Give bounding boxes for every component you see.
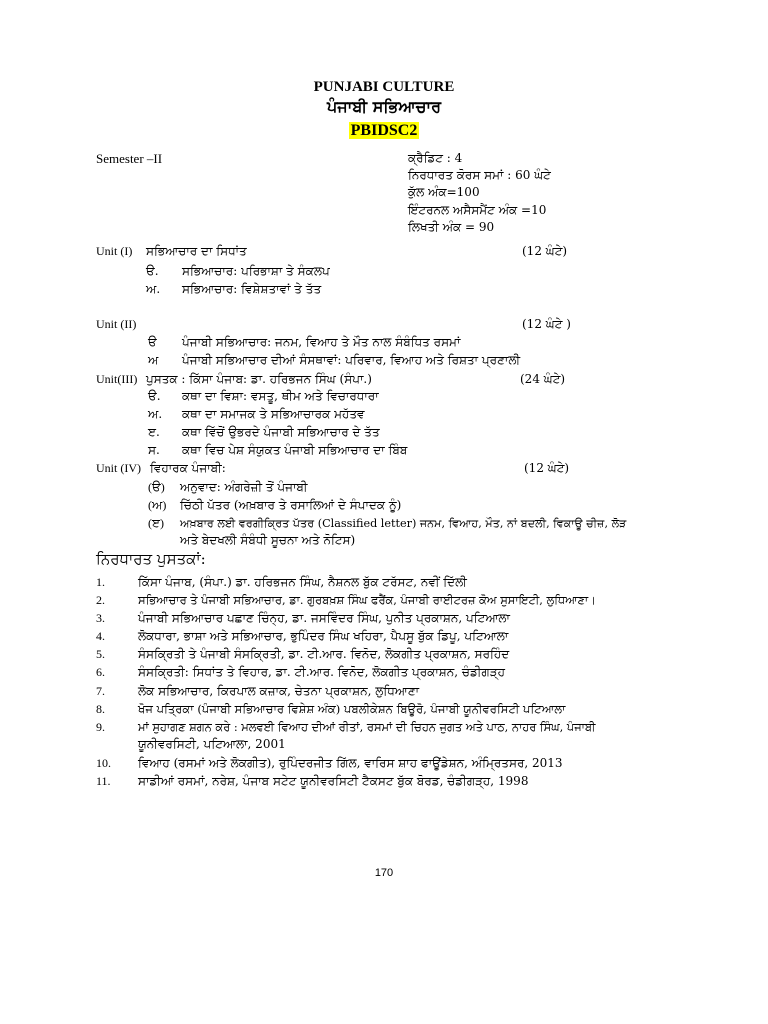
unit-1-item: ਸਭਿਆਚਾਰ: ਵਿਸ਼ੇਸ਼ਤਾਵਾਂ ਤੇ ਤੱਤ [182, 282, 322, 296]
books-heading: ਨਿਰਧਾਰਤ ਪੁਸਤਕਾਂ: [96, 550, 206, 568]
book-number: 7. [96, 684, 105, 698]
book-number: 5. [96, 647, 105, 661]
credit-info: ਕ੍ਰੈਡਿਟ : 4 [408, 151, 463, 165]
book-number: 3. [96, 611, 105, 625]
unit-2-label: Unit (II) [96, 317, 137, 331]
unit-1-hours: (12 ਘੰਟੇ) [522, 244, 568, 258]
title-punjabi: ਪੰਜਾਬੀ ਸਭਿਆਚਾਰ [326, 97, 442, 116]
unit-4-item: ਅਨੁਵਾਦ: ਅੰਗਰੇਜ਼ੀ ਤੋਂ ਪੰਜਾਬੀ [180, 480, 308, 494]
book-number: 6. [96, 665, 105, 679]
book-entry: ਲੋਕਧਾਰਾ, ਭਾਸ਼ਾ ਅਤੇ ਸਭਿਆਚਾਰ, ਭੁਪਿੰਦਰ ਸਿੰਘ ਖਹਿਰਾ, ਪੈਪਸੂ ਬੁੱਕ ਡਿਪੂ, ਪਟਿਆਲਾ [138, 629, 509, 643]
unit-1-title: ਸਭਿਆਚਾਰ ਦਾ ਸਿਧਾਂਤ [146, 244, 247, 258]
unit-3-title: ਪੁਸਤਕ : ਕਿੱਸਾ ਪੰਜਾਬ: ਡਾ. ਹਰਿਭਜਨ ਸਿੰਘ (ਸੰਪਾ.) [146, 372, 372, 386]
course-code-highlight: PBIDSC2 [350, 122, 418, 139]
unit-1-item-marker: ਅ. [146, 282, 161, 296]
book-number: 8. [96, 702, 105, 716]
title-english: PUNJABI CULTURE [313, 79, 455, 95]
unit-3-hours: (24 ਘੰਟੇ) [520, 372, 566, 386]
unit-3-item: ਕਥਾ ਵਿਚ ਪੇਸ਼ ਸੰਯੁਕਤ ਪੰਜਾਬੀ ਸਭਿਆਚਾਰ ਦਾ ਬਿੰਬ [182, 443, 408, 457]
unit-4-hours: (12 ਘੰਟੇ) [524, 461, 570, 475]
course-code-row [0, 123, 768, 139]
page-number: 170 [374, 867, 394, 879]
book-entry: ਸਾਡੀਆਂ ਰਸਮਾਂ, ਨਰੇਸ਼, ਪੰਜਾਬ ਸਟੇਟ ਯੂਨੀਵਰਸਿਟੀ ਟੈਕਸਟ ਬੁੱਕ ਬੋਰਡ, ਚੰਡੀਗੜ੍ਹ, 1998 [138, 774, 529, 788]
unit-4-item: ਅਖ਼ਬਾਰ ਲਈ ਵਰਗੀਕ੍ਰਿਤ ਪੱਤਰ (Classified letter) ਜਨਮ, ਵਿਆਹ, ਮੌਤ, ਨਾਂ ਬਦਲੀ, ਵਿਕਾਊ ਚੀਜ਼, ਲੋੜ [180, 517, 627, 530]
book-entry: ਸੰਸਕ੍ਰਿਤੀ ਤੇ ਪੰਜਾਬੀ ਸੰਸਕ੍ਰਿਤੀ, ਡਾ. ਟੀ.ਆਰ. ਵਿਨੋਦ, ਲੋਕਗੀਤ ਪ੍ਰਕਾਸ਼ਨ, ਸਰਹਿੰਦ [138, 647, 510, 661]
unit-4-label: Unit (IV) [96, 461, 141, 475]
unit-1-label: Unit (I) [96, 244, 133, 258]
book-number: 11. [96, 774, 111, 788]
semester-label: Semester –II [96, 151, 163, 166]
unit-3-item-marker: ਸ. [148, 443, 160, 457]
book-entry: ਲੋਕ ਸਭਿਆਚਾਰ, ਕਿਰਪਾਲ ਕਜ਼ਾਕ, ਚੇਤਨਾ ਪ੍ਰਕਾਸ਼ਨ, ਲੁਧਿਆਣਾ [138, 684, 420, 698]
unit-3-item: ਕਥਾ ਦਾ ਸਮਾਜਕ ਤੇ ਸਭਿਆਚਾਰਕ ਮਹੱਤਵ [182, 407, 365, 421]
unit-3-item-marker: ੲ. [148, 425, 160, 439]
book-entry-continuation: ਯੂਨੀਵਰਸਿਟੀ, ਪਟਿਆਲਾ, 2001 [138, 737, 286, 751]
book-entry: ਕਿੱਸਾ ਪੰਜਾਬ, (ਸੰਪਾ.) ਡਾ. ਹਰਿਭਜਨ ਸਿੰਘ, ਨੈਸ਼ਨਲ ਬੁੱਕ ਟਰੱਸਟ, ਨਵੀਂ ਦਿੱਲੀ [138, 575, 467, 589]
unit-2-hours: (12 ਘੰਟੇ ) [522, 317, 571, 331]
unit-4-item-marker: (ਅ) [148, 498, 167, 512]
book-number: 9. [96, 720, 105, 734]
book-number: 1. [96, 575, 105, 589]
unit-3-label: Unit(III) [96, 372, 138, 386]
book-number: 2. [96, 593, 105, 607]
unit-1-item: ਸਭਿਆਚਾਰ: ਪਰਿਭਾਸ਼ਾ ਤੇ ਸੰਕਲਪ [182, 264, 330, 278]
unit-2-item-marker: ਅ [148, 353, 159, 367]
internal-assessment-info: ਇੰਟਰਨਲ ਅਸੈਸਮੈਂਟ ਅੰਕ =10 [408, 203, 547, 217]
unit-2-item: ਪੰਜਾਬੀ ਸਭਿਆਚਾਰ: ਜਨਮ, ਵਿਆਹ ਤੇ ਮੌਤ ਨਾਲ ਸੰਬੰਧਿਤ ਰਸਮਾਂ [182, 335, 461, 349]
unit-3-item-marker: ਅ. [148, 407, 163, 421]
unit-3-item: ਕਥਾ ਵਿੱਚੋਂ ਉਭਰਦੇ ਪੰਜਾਬੀ ਸਭਿਆਚਾਰ ਦੇ ਤੱਤ [182, 425, 380, 439]
unit-4-title: ਵਿਹਾਰਕ ਪੰਜਾਬੀ: [150, 461, 226, 475]
book-number: 4. [96, 629, 105, 643]
unit-2-item: ਪੰਜਾਬੀ ਸਭਿਆਚਾਰ ਦੀਆਂ ਸੰਸਥਾਵਾਂ: ਪਰਿਵਾਰ, ਵਿਆਹ ਅਤੇ ਰਿਸ਼ਤਾ ਪ੍ਰਣਾਲੀ [182, 353, 521, 367]
unit-2-item-marker: ੳ [148, 335, 157, 349]
unit-4-item-continuation: ਅਤੇ ਬੇਦਖਲੀ ਸੰਬੰਧੀ ਸੂਚਨਾ ਅਤੇ ਨੋਟਿਸ) [180, 533, 356, 547]
unit-1-item-marker: ੳ. [146, 264, 159, 278]
unit-3-item-marker: ੳ. [148, 389, 161, 403]
course-hours-info: ਨਿਰਧਾਰਤ ਕੋਰਸ ਸਮਾਂ : 60 ਘੰਟੇ [408, 168, 551, 182]
unit-4-item: ਚਿੱਠੀ ਪੱਤਰ (ਅਖ਼ਬਾਰ ਤੇ ਰਸਾਲਿਆਂ ਦੇ ਸੰਪਾਦਕ ਨੂੰ) [180, 498, 402, 512]
unit-4-item-marker: (ੳ) [148, 480, 165, 494]
book-number: 10. [96, 756, 111, 770]
written-marks-info: ਲਿਖਤੀ ਅੰਕ = 90 [408, 220, 495, 234]
book-entry: ਪੰਜਾਬੀ ਸਭਿਆਚਾਰ ਪਛਾਣ ਚਿੰਨ੍ਹ, ਡਾ. ਜਸਵਿੰਦਰ ਸਿੰਘ, ਪੁਨੀਤ ਪ੍ਰਕਾਸ਼ਨ, ਪਟਿਆਲਾ [138, 611, 510, 625]
total-marks-info: ਕੁੱਲ ਅੰਕ=100 [408, 185, 480, 199]
book-entry: ਸੰਸਕ੍ਰਿਤੀ: ਸਿਧਾਂਤ ਤੇ ਵਿਹਾਰ, ਡਾ. ਟੀ.ਆਰ. ਵਿਨੋਦ, ਲੋਕਗੀਤ ਪ੍ਰਕਾਸ਼ਨ, ਚੰਡੀਗੜ੍ਹ [138, 665, 505, 679]
book-entry: ਵਿਆਹ (ਰਸਮਾਂ ਅਤੇ ਲੋਕਗੀਤ), ਰੁਪਿੰਦਰਜੀਤ ਗਿੱਲ, ਵਾਰਿਸ ਸ਼ਾਹ ਫਾਊਂਡੇਸ਼ਨ, ਅੰਮ੍ਰਿਤਸਰ, 2013 [138, 756, 563, 770]
book-entry: ਸਭਿਆਚਾਰ ਤੇ ਪੰਜਾਬੀ ਸਭਿਆਚਾਰ, ਡਾ. ਗੁਰਬਖ਼ਸ਼ ਸਿੰਘ ਫਰੈਂਕ, ਪੰਜਾਬੀ ਰਾਈਟਰਜ਼ ਕੋਅ ਸੁਸਾਇਟੀ, ਲੁਧਿਆਣਾ। [138, 593, 596, 607]
unit-4-item-marker: (ੲ) [148, 516, 164, 530]
unit-3-item: ਕਥਾ ਦਾ ਵਿਸ਼ਾ: ਵਸਤੂ, ਥੀਮ ਅਤੇ ਵਿਚਾਰਧਾਰਾ [182, 389, 379, 403]
book-entry: ਖੋਜ ਪਤ੍ਰਿਕਾ (ਪੰਜਾਬੀ ਸਭਿਆਚਾਰ ਵਿਸ਼ੇਸ਼ ਅੰਕ) ਪਬਲੀਕੇਸ਼ਨ ਬਿਊਰੋ, ਪੰਜਾਬੀ ਯੂਨੀਵਰਸਿਟੀ ਪਟਿਆਲਾ [138, 702, 566, 716]
book-entry: ਮਾਂ ਸੁਹਾਗਣ ਸ਼ਗਨ ਕਰੇ : ਮਲਵਈ ਵਿਆਹ ਦੀਆਂ ਰੀਤਾਂ, ਰਸਮਾਂ ਦੀ ਚਿਹਨ ਜੁਗਤ ਅਤੇ ਪਾਠ, ਨਾਹਰ ਸਿੰਘ, ਪੰਜਾਬੀ [138, 720, 596, 734]
